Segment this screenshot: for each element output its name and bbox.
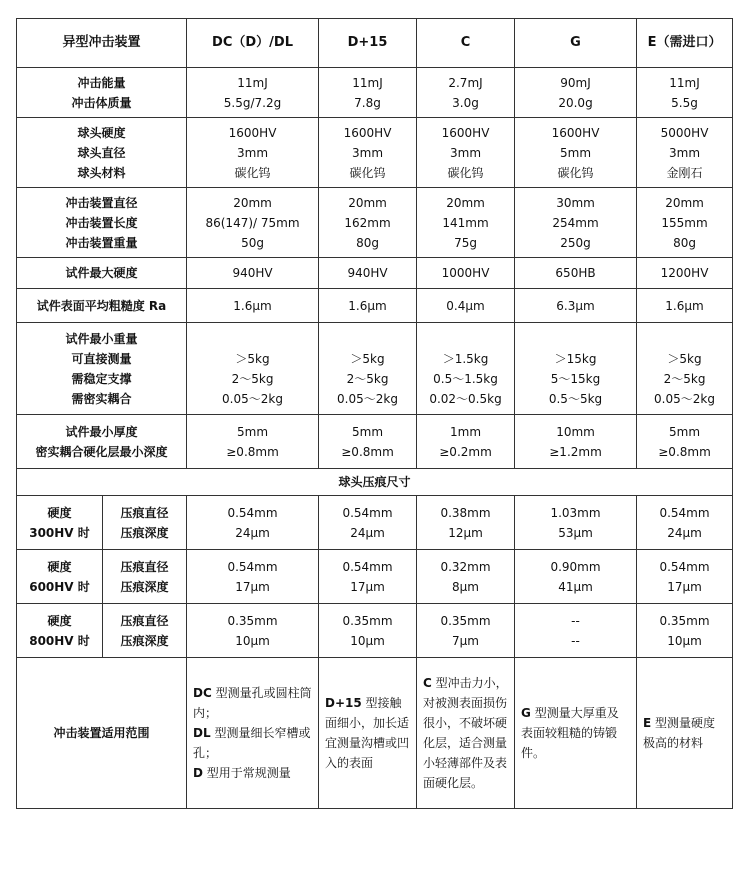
value: 5mm xyxy=(237,424,269,439)
cell-dc xyxy=(187,604,319,658)
cell-g: G 型测量大厚重及表面较粗糙的铸锻件。 xyxy=(515,658,637,809)
value: 0.5～1.5kg xyxy=(433,371,498,386)
value: 1.03mm xyxy=(550,505,601,520)
value: 5mm xyxy=(669,424,701,439)
cell-d15 xyxy=(319,188,417,258)
value: 20mm xyxy=(446,195,485,210)
spec-table xyxy=(16,18,733,809)
value: 3mm xyxy=(450,145,482,160)
cell-c: C 型冲击力小，对被测表面损伤很小，不破坏硬化层，适合测量小轻薄部件及表面硬化层。 xyxy=(417,658,515,809)
value: 141mm xyxy=(442,215,489,230)
label-line: 球头硬度 xyxy=(77,125,126,140)
cell-dc xyxy=(187,118,319,188)
value: 20mm xyxy=(348,195,387,210)
value: 1600HV xyxy=(343,125,392,140)
value: 1600HV xyxy=(441,125,490,140)
cell-g xyxy=(515,550,637,604)
cell-g xyxy=(515,118,637,188)
cell-dc xyxy=(187,658,319,809)
cell-g xyxy=(515,188,637,258)
value: 8μm xyxy=(452,579,479,594)
sub-label xyxy=(103,550,187,604)
cell-e xyxy=(637,550,733,604)
cell-d15 xyxy=(319,550,417,604)
label-line: 压痕直径 xyxy=(120,613,169,628)
header-dc: DC（D）/DL xyxy=(187,19,319,68)
cell-d15 xyxy=(319,496,417,550)
value: 碳化钨 xyxy=(349,165,386,180)
row-label xyxy=(17,68,187,118)
value: 0.90mm xyxy=(550,559,601,574)
value: ≥1.2mm xyxy=(549,444,602,459)
cell-dc xyxy=(187,68,319,118)
value: 86(147)/ 75mm xyxy=(205,215,300,230)
value: 0.35mm xyxy=(440,613,491,628)
value: 20.0g xyxy=(558,95,593,110)
value: ＞5kg xyxy=(667,351,702,366)
cell-e xyxy=(637,118,733,188)
row-label: 试件最大硬度 xyxy=(17,258,187,289)
cell-c xyxy=(417,68,515,118)
value: 3mm xyxy=(352,145,384,160)
value: 5mm xyxy=(352,424,384,439)
label-line: 硬度 xyxy=(47,559,72,574)
value: -- xyxy=(571,613,580,628)
cell-e xyxy=(637,496,733,550)
cell-c: 0.4μm xyxy=(417,289,515,323)
value: 1600HV xyxy=(228,125,277,140)
value: 碳化钨 xyxy=(447,165,484,180)
value: 17μm xyxy=(235,579,270,594)
hardness-label xyxy=(17,496,103,550)
value: ≥0.8mm xyxy=(341,444,394,459)
value: 250g xyxy=(560,235,591,250)
label-line: 球头直径 xyxy=(77,145,126,160)
cell-d15 xyxy=(319,415,417,469)
row-label: 试件表面平均粗糙度 Ra xyxy=(17,289,187,323)
value: 碳化钨 xyxy=(557,165,594,180)
row-thick xyxy=(17,415,733,469)
value: 10mm xyxy=(556,424,595,439)
cell-e xyxy=(637,323,733,415)
row-label xyxy=(17,323,187,415)
value: -- xyxy=(571,633,580,648)
value: 75g xyxy=(454,235,477,250)
value: ＞5kg xyxy=(235,351,270,366)
label-line: 冲击装置长度 xyxy=(65,215,138,230)
label-line: 冲击体质量 xyxy=(71,95,132,110)
label-line: 可直接测量 xyxy=(71,351,132,366)
value: 10μm xyxy=(350,633,385,648)
value: 10μm xyxy=(235,633,270,648)
cell-dc xyxy=(187,415,319,469)
row-label xyxy=(17,118,187,188)
value: 0.32mm xyxy=(440,559,491,574)
row-indent-800 xyxy=(17,604,733,658)
cell-g xyxy=(515,496,637,550)
row-rough xyxy=(17,289,733,323)
cell-c xyxy=(417,415,515,469)
value: 254mm xyxy=(552,215,599,230)
section-row xyxy=(17,469,733,496)
row-weight xyxy=(17,323,733,415)
value: 3.0g xyxy=(452,95,479,110)
sub-label xyxy=(103,496,187,550)
cell-c xyxy=(417,550,515,604)
label-line: 试件最小重量 xyxy=(65,331,138,346)
label-line: 硬度 xyxy=(47,505,72,520)
cell-c xyxy=(417,323,515,415)
row-ball xyxy=(17,118,733,188)
header-row xyxy=(17,19,733,68)
value: 30mm xyxy=(556,195,595,210)
value: 17μm xyxy=(667,579,702,594)
section-title: 球头压痕尺寸 xyxy=(17,469,733,496)
value: ＞15kg xyxy=(554,351,597,366)
value: ≥0.8mm xyxy=(226,444,279,459)
value: 0.35mm xyxy=(659,613,710,628)
row-energy xyxy=(17,68,733,118)
label-line: 硬度 xyxy=(47,613,72,628)
value: 20mm xyxy=(665,195,704,210)
value: ＞1.5kg xyxy=(442,351,489,366)
label-line: 冲击装置直径 xyxy=(65,195,138,210)
cell-c xyxy=(417,118,515,188)
cell-dc xyxy=(187,550,319,604)
value: 0.05～2kg xyxy=(222,391,283,406)
cell-e: 1.6μm xyxy=(637,289,733,323)
value: 41μm xyxy=(558,579,593,594)
cell-c xyxy=(417,188,515,258)
cell-dc xyxy=(187,188,319,258)
app-line: DC 型测量孔或圆柱筒内； xyxy=(193,686,312,720)
cell-e xyxy=(637,415,733,469)
value: 20mm xyxy=(233,195,272,210)
cell-dc xyxy=(187,323,319,415)
value: 24μm xyxy=(350,525,385,540)
label-line: 试件最小厚度 xyxy=(65,424,138,439)
row-label xyxy=(17,415,187,469)
value: 5000HV xyxy=(660,125,709,140)
value: 碳化钨 xyxy=(234,165,271,180)
label-line: 800HV 时 xyxy=(29,633,90,648)
value: 5～15kg xyxy=(550,371,601,386)
value: 0.54mm xyxy=(227,505,278,520)
cell-g xyxy=(515,68,637,118)
cell-g: 650HB xyxy=(515,258,637,289)
label-line: 密实耦合硬化层最小深度 xyxy=(35,444,168,459)
cell-c: 1000HV xyxy=(417,258,515,289)
header-title: 异型冲击装置 xyxy=(17,19,187,68)
cell-d15: 940HV xyxy=(319,258,417,289)
value: 0.54mm xyxy=(659,559,710,574)
value: 53μm xyxy=(558,525,593,540)
label-line: 压痕深度 xyxy=(120,633,169,648)
value: 50g xyxy=(241,235,264,250)
value: 0.05～2kg xyxy=(654,391,715,406)
header-g: G xyxy=(515,19,637,68)
label-line: 需密实耦合 xyxy=(71,391,132,406)
value: 0.02～0.5kg xyxy=(429,391,502,406)
row-indent-300 xyxy=(17,496,733,550)
value: 17μm xyxy=(350,579,385,594)
value: 80g xyxy=(673,235,696,250)
value: 80g xyxy=(356,235,379,250)
cell-g xyxy=(515,415,637,469)
cell-dc: 1.6μm xyxy=(187,289,319,323)
cell-g xyxy=(515,604,637,658)
header-d15: D+15 xyxy=(319,19,417,68)
header-c: C xyxy=(417,19,515,68)
value: 0.54mm xyxy=(342,505,393,520)
cell-c xyxy=(417,496,515,550)
value: 155mm xyxy=(661,215,708,230)
cell-d15: 1.6μm xyxy=(319,289,417,323)
label-line: 300HV 时 xyxy=(29,525,90,540)
value: 5mm xyxy=(560,145,592,160)
label-line: 冲击能量 xyxy=(77,75,126,90)
cell-d15 xyxy=(319,323,417,415)
value: 3mm xyxy=(669,145,701,160)
row-maxhard xyxy=(17,258,733,289)
value: 0.35mm xyxy=(227,613,278,628)
row-label xyxy=(17,188,187,258)
row-device xyxy=(17,188,733,258)
value: 90mJ xyxy=(560,75,591,90)
value: 0.54mm xyxy=(659,505,710,520)
cell-dc xyxy=(187,496,319,550)
sub-label xyxy=(103,604,187,658)
value: ＞5kg xyxy=(350,351,385,366)
value: 0.35mm xyxy=(342,613,393,628)
label-line: 压痕深度 xyxy=(120,579,169,594)
value: 162mm xyxy=(344,215,391,230)
cell-d15 xyxy=(319,68,417,118)
label-line: 压痕直径 xyxy=(120,505,169,520)
cell-e xyxy=(637,68,733,118)
hardness-label xyxy=(17,550,103,604)
cell-d15 xyxy=(319,604,417,658)
cell-dc: 940HV xyxy=(187,258,319,289)
value: 24μm xyxy=(667,525,702,540)
cell-g: 6.3μm xyxy=(515,289,637,323)
cell-e: 1200HV xyxy=(637,258,733,289)
value: ≥0.2mm xyxy=(439,444,492,459)
cell-e: E 型测量硬度极高的材料 xyxy=(637,658,733,809)
value: 11mJ xyxy=(237,75,268,90)
row-application xyxy=(17,658,733,809)
value: 5.5g/7.2g xyxy=(223,95,282,110)
value: 0.54mm xyxy=(227,559,278,574)
cell-e xyxy=(637,604,733,658)
label-line: 冲击装置重量 xyxy=(65,235,138,250)
value: 1600HV xyxy=(551,125,600,140)
value: 12μm xyxy=(448,525,483,540)
label-line: 600HV 时 xyxy=(29,579,90,594)
value: 10μm xyxy=(667,633,702,648)
value: 1mm xyxy=(450,424,482,439)
value: 0.05～2kg xyxy=(337,391,398,406)
value: 0.38mm xyxy=(440,505,491,520)
header-e: E（需进口） xyxy=(637,19,733,68)
value: 3mm xyxy=(237,145,269,160)
value: 0.5～5kg xyxy=(548,391,603,406)
value: 11mJ xyxy=(352,75,383,90)
value: ≥0.8mm xyxy=(658,444,711,459)
cell-d15 xyxy=(319,118,417,188)
cell-c xyxy=(417,604,515,658)
label-line: 球头材料 xyxy=(77,165,126,180)
value: 7μm xyxy=(452,633,479,648)
cell-e xyxy=(637,188,733,258)
value: 2.7mJ xyxy=(448,75,483,90)
value: 2～5kg xyxy=(231,371,274,386)
value: 2～5kg xyxy=(346,371,389,386)
cell-g xyxy=(515,323,637,415)
label-line: 压痕直径 xyxy=(120,559,169,574)
row-label: 冲击装置适用范围 xyxy=(17,658,187,809)
label-line: 压痕深度 xyxy=(120,525,169,540)
value: 24μm xyxy=(235,525,270,540)
value: 金刚石 xyxy=(666,165,703,180)
row-indent-600 xyxy=(17,550,733,604)
value: 2～5kg xyxy=(663,371,706,386)
cell-d15: D+15 型接触面细小，加长适宜测量沟槽或凹入的表面 xyxy=(319,658,417,809)
value: 0.54mm xyxy=(342,559,393,574)
app-line: D 型用于常规测量 xyxy=(193,766,291,780)
hardness-label xyxy=(17,604,103,658)
value: 7.8g xyxy=(354,95,381,110)
label-line: 需稳定支撑 xyxy=(71,371,132,386)
value: 11mJ xyxy=(669,75,700,90)
app-line: DL 型测量细长窄槽或孔； xyxy=(193,726,311,760)
value: 5.5g xyxy=(671,95,698,110)
